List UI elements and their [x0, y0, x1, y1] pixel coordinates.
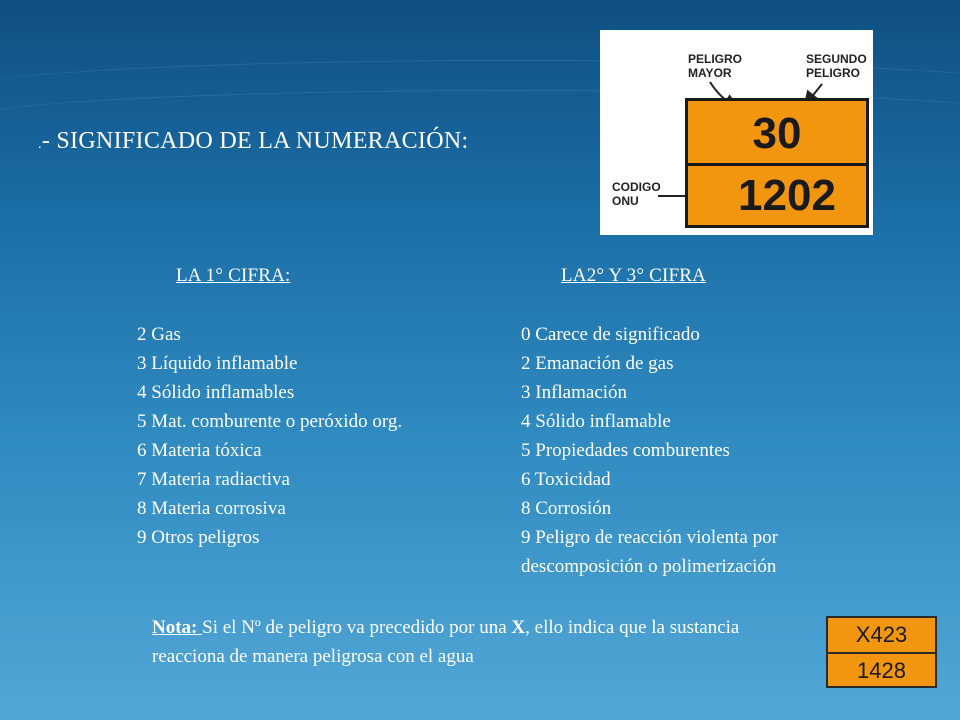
list-item: 9 Otros peligros	[137, 527, 260, 548]
heading-second-third-digit: LA2° Y 3° CIFRA	[561, 265, 707, 286]
un-number: 1202	[738, 171, 836, 220]
hazard-number: 30	[752, 109, 802, 158]
example-hazard-plate	[826, 616, 937, 688]
list-item: 7 Materia radiactiva	[137, 469, 290, 490]
note-text-after: , ello indica que la sustancia reacciona de manera peligrosa con el agua	[152, 617, 740, 667]
example-un-number: 1428	[857, 658, 906, 683]
label-line: PELIGRO	[688, 52, 743, 66]
note-paragraph	[152, 613, 812, 671]
note-highlight-x: X	[511, 617, 526, 638]
label-line: SEGUNDO	[806, 52, 867, 66]
list-item: 2 Gas	[137, 324, 181, 345]
example-hazard-number: X423	[855, 622, 908, 647]
list-item: 5 Propiedades comburentes	[521, 440, 730, 461]
list-item: 6 Toxicidad	[521, 469, 611, 490]
list-item: 2 Emanación de gas	[521, 353, 674, 374]
title-text: - SIGNIFICADO DE LA NUMERACIÓN:	[41, 128, 469, 154]
slide-title	[38, 128, 468, 155]
list-item: 3 Líquido inflamable	[137, 353, 298, 374]
hazard-panel-diagram	[600, 30, 873, 235]
list-item: 3 Inflamación	[521, 382, 628, 403]
list-item: 9 Peligro de reacción violenta por	[521, 527, 778, 548]
note-label: Nota:	[152, 617, 203, 638]
list-item-continuation: descomposición o polimerización	[521, 556, 777, 577]
list-item: 6 Materia tóxica	[137, 440, 262, 461]
plate-divider	[688, 163, 866, 166]
list-item: 8 Materia corrosiva	[137, 498, 286, 519]
label-line: ONU	[612, 194, 639, 208]
list-item: 5 Mat. comburente o peróxido org.	[137, 411, 403, 432]
label-line: MAYOR	[688, 66, 732, 80]
first-digit-list	[137, 320, 402, 552]
list-item: 4 Sólido inflamable	[521, 411, 671, 432]
label-line: CODIGO	[612, 180, 661, 194]
orange-hazard-plate	[685, 98, 869, 228]
list-item: 0 Carece de significado	[521, 324, 700, 345]
list-item: 8 Corrosión	[521, 498, 612, 519]
list-item: 4 Sólido inflamables	[137, 382, 295, 403]
note-text-before: Si el Nº de peligro va precedido por una	[202, 617, 512, 638]
heading-first-digit: LA 1° CIFRA:	[176, 265, 291, 286]
label-line: PELIGRO	[806, 66, 861, 80]
second-third-digit-list	[521, 320, 778, 581]
title-lead: .	[38, 137, 42, 152]
